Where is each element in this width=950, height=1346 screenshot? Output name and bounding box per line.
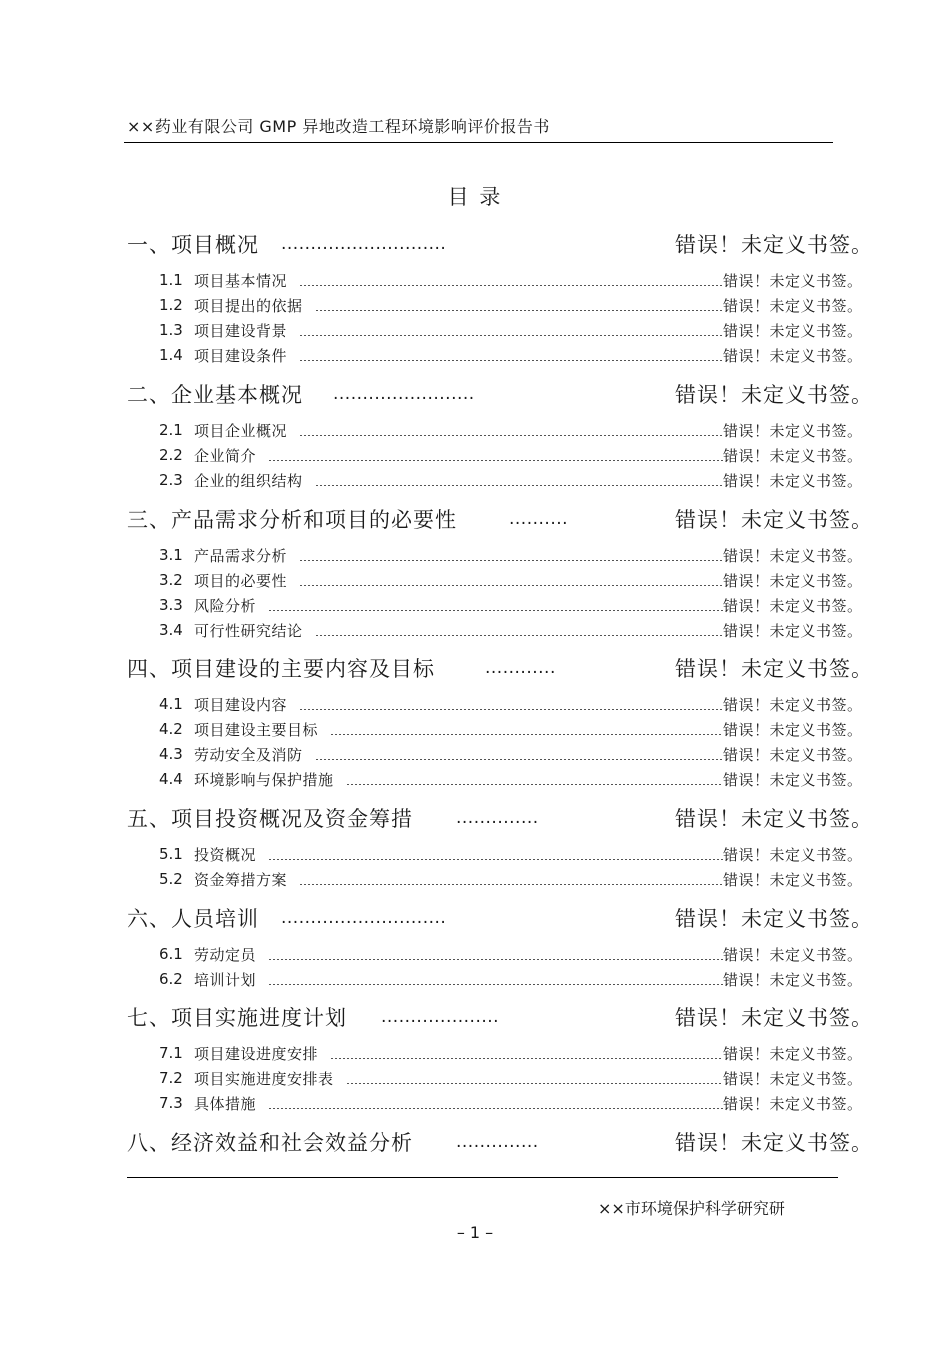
toc-page-reference: 错误！未定义书签。 xyxy=(723,621,863,640)
toc-section-entry[interactable] xyxy=(159,544,874,566)
footer-rule xyxy=(127,1177,838,1178)
toc-dot-leader xyxy=(268,984,723,985)
toc-chapter-label: 二、企业基本概况 xyxy=(127,383,303,407)
toc-section-number: 2.1 xyxy=(159,421,183,439)
toc-chapter-entry[interactable] xyxy=(127,229,873,259)
toc-section-label: 项目建设条件 xyxy=(194,346,288,365)
toc-section-label: 企业简介 xyxy=(194,446,257,465)
toc-section-entry[interactable] xyxy=(159,444,874,466)
toc-dot-leader xyxy=(330,1058,723,1059)
toc-page-reference: 错误！未定义书签。 xyxy=(723,720,863,739)
toc-page-reference: 错误！未定义书签。 xyxy=(675,1131,873,1155)
toc-dot-leader xyxy=(299,560,723,561)
toc-dot-leader xyxy=(268,1108,723,1109)
toc-page-reference: 错误！未定义书签。 xyxy=(723,296,863,315)
toc-title: 目 录 xyxy=(447,185,503,209)
toc-chapter-label: 一、项目概况 xyxy=(127,233,259,257)
toc-section-label: 项目实施进度安排表 xyxy=(194,1069,334,1088)
toc-chapter-label: 三、产品需求分析和项目的必要性 xyxy=(127,508,457,532)
toc-section-entry[interactable] xyxy=(159,1042,874,1064)
toc-page-reference: 错误！未定义书签。 xyxy=(723,870,863,889)
toc-dot-leader xyxy=(299,884,723,885)
toc-page-reference: 错误！未定义书签。 xyxy=(723,321,863,340)
toc-page-reference: 错误！未定义书签。 xyxy=(675,383,873,407)
toc-chapter-entry[interactable] xyxy=(127,653,873,683)
toc-dot-leader: .......... xyxy=(509,509,569,529)
toc-page-reference: 错误！未定义书签。 xyxy=(675,508,873,532)
toc-page-reference: 错误！未定义书签。 xyxy=(723,745,863,764)
toc-section-entry[interactable] xyxy=(159,843,874,865)
toc-section-entry[interactable] xyxy=(159,1067,874,1089)
toc-chapter-entry[interactable] xyxy=(127,504,873,534)
toc-section-number: 6.2 xyxy=(159,970,183,988)
toc-dot-leader: ........................ xyxy=(333,384,475,404)
toc-page-reference: 错误！未定义书签。 xyxy=(723,1094,863,1113)
toc-section-number: 3.4 xyxy=(159,621,183,639)
toc-section-label: 项目基本情况 xyxy=(194,271,288,290)
toc-page-reference: 错误！未定义书签。 xyxy=(723,571,863,590)
toc-dot-leader xyxy=(346,1083,723,1084)
footer-organization: ××市环境保护科学研究研 xyxy=(598,1199,785,1218)
toc-dot-leader xyxy=(268,859,723,860)
toc-section-label: 风险分析 xyxy=(194,596,257,615)
toc-page-reference: 错误！未定义书签。 xyxy=(723,446,863,465)
toc-dot-leader: .............. xyxy=(456,808,539,828)
toc-section-entry[interactable] xyxy=(159,319,874,341)
toc-section-entry[interactable] xyxy=(159,968,874,990)
toc-section-entry[interactable] xyxy=(159,768,874,790)
toc-page-reference: 错误！未定义书签。 xyxy=(723,970,863,989)
toc-section-entry[interactable] xyxy=(159,718,874,740)
toc-section-number: 7.1 xyxy=(159,1044,183,1062)
toc-section-number: 6.1 xyxy=(159,945,183,963)
toc-section-entry[interactable] xyxy=(159,419,874,441)
toc-page-reference: 错误！未定义书签。 xyxy=(723,845,863,864)
toc-section-number: 5.2 xyxy=(159,870,183,888)
toc-section-label: 项目建设进度安排 xyxy=(194,1044,319,1063)
toc-dot-leader xyxy=(315,485,723,486)
toc-section-entry[interactable] xyxy=(159,743,874,765)
toc-dot-leader: ............................ xyxy=(281,908,447,928)
toc-section-number: 4.1 xyxy=(159,695,183,713)
toc-dot-leader xyxy=(330,734,723,735)
toc-page-reference: 错误！未定义书签。 xyxy=(723,471,863,490)
toc-section-entry[interactable] xyxy=(159,594,874,616)
toc-section-number: 3.1 xyxy=(159,546,183,564)
toc-page-reference: 错误！未定义书签。 xyxy=(675,807,873,831)
toc-section-label: 培训计划 xyxy=(194,970,257,989)
toc-dot-leader xyxy=(268,610,723,611)
toc-section-label: 企业的组织结构 xyxy=(194,471,303,490)
toc-section-number: 4.4 xyxy=(159,770,183,788)
toc-chapter-entry[interactable] xyxy=(127,1127,873,1157)
toc-chapter-entry[interactable] xyxy=(127,903,873,933)
toc-chapter-label: 四、项目建设的主要内容及目标 xyxy=(127,657,435,681)
toc-section-entry[interactable] xyxy=(159,294,874,316)
toc-chapter-entry[interactable] xyxy=(127,803,873,833)
toc-section-number: 5.1 xyxy=(159,845,183,863)
toc-dot-leader xyxy=(315,310,723,311)
toc-dot-leader: .............. xyxy=(456,1132,539,1152)
toc-section-entry[interactable] xyxy=(159,693,874,715)
toc-section-number: 2.2 xyxy=(159,446,183,464)
toc-section-entry[interactable] xyxy=(159,1092,874,1114)
toc-chapter-label: 六、人员培训 xyxy=(127,907,259,931)
toc-section-entry[interactable] xyxy=(159,469,874,491)
toc-section-entry[interactable] xyxy=(159,868,874,890)
toc-chapter-entry[interactable] xyxy=(127,379,873,409)
toc-section-number: 4.2 xyxy=(159,720,183,738)
toc-section-number: 1.2 xyxy=(159,296,183,314)
toc-section-label: 项目的必要性 xyxy=(194,571,288,590)
toc-chapter-entry[interactable] xyxy=(127,1002,873,1032)
toc-section-number: 3.3 xyxy=(159,596,183,614)
toc-section-label: 劳动定员 xyxy=(194,945,257,964)
toc-section-entry[interactable] xyxy=(159,269,874,291)
toc-chapter-label: 七、项目实施进度计划 xyxy=(127,1006,347,1030)
toc-section-label: 项目提出的依据 xyxy=(194,296,303,315)
toc-dot-leader xyxy=(299,285,723,286)
toc-page-reference: 错误！未定义书签。 xyxy=(723,546,863,565)
toc-page-reference: 错误！未定义书签。 xyxy=(675,233,873,257)
toc-section-label: 投资概况 xyxy=(194,845,257,864)
toc-page-reference: 错误！未定义书签。 xyxy=(675,1006,873,1030)
header-rule xyxy=(124,142,833,143)
toc-dot-leader: ............................ xyxy=(281,234,447,254)
page-number: – 1 – xyxy=(456,1223,494,1242)
toc-page-reference: 错误！未定义书签。 xyxy=(723,271,863,290)
toc-section-entry[interactable] xyxy=(159,344,874,366)
toc-page-reference: 错误！未定义书签。 xyxy=(675,907,873,931)
toc-chapter-label: 八、经济效益和社会效益分析 xyxy=(127,1131,413,1155)
toc-dot-leader: ............ xyxy=(485,658,556,678)
toc-dot-leader xyxy=(299,709,723,710)
toc-section-number: 1.1 xyxy=(159,271,183,289)
toc-section-label: 项目建设主要目标 xyxy=(194,720,319,739)
toc-dot-leader xyxy=(315,759,723,760)
toc-dot-leader xyxy=(299,435,723,436)
toc-section-label: 项目建设内容 xyxy=(194,695,288,714)
toc-page-reference: 错误！未定义书签。 xyxy=(723,770,863,789)
document-header: ××药业有限公司 GMP 异地改造工程环境影响评价报告书 xyxy=(127,117,550,136)
toc-page-reference: 错误！未定义书签。 xyxy=(723,695,863,714)
toc-page-reference: 错误！未定义书签。 xyxy=(723,346,863,365)
toc-section-label: 可行性研究结论 xyxy=(194,621,303,640)
toc-section-number: 7.3 xyxy=(159,1094,183,1112)
toc-section-label: 产品需求分析 xyxy=(194,546,288,565)
toc-page-reference: 错误！未定义书签。 xyxy=(723,1069,863,1088)
toc-section-number: 1.4 xyxy=(159,346,183,364)
toc-dot-leader xyxy=(299,585,723,586)
toc-section-label: 劳动安全及消防 xyxy=(194,745,303,764)
toc-page-reference: 错误！未定义书签。 xyxy=(675,657,873,681)
toc-section-number: 1.3 xyxy=(159,321,183,339)
toc-page-reference: 错误！未定义书签。 xyxy=(723,596,863,615)
toc-section-entry[interactable] xyxy=(159,619,874,641)
toc-dot-leader xyxy=(268,959,723,960)
toc-dot-leader xyxy=(268,460,723,461)
toc-section-label: 项目建设背景 xyxy=(194,321,288,340)
toc-dot-leader xyxy=(299,360,723,361)
toc-section-number: 3.2 xyxy=(159,571,183,589)
toc-section-label: 项目企业概况 xyxy=(194,421,288,440)
toc-section-number: 4.3 xyxy=(159,745,183,763)
toc-dot-leader xyxy=(315,635,723,636)
toc-dot-leader xyxy=(299,335,723,336)
toc-section-entry[interactable] xyxy=(159,569,874,591)
toc-page-reference: 错误！未定义书签。 xyxy=(723,945,863,964)
toc-page-reference: 错误！未定义书签。 xyxy=(723,421,863,440)
toc-dot-leader: .................... xyxy=(381,1007,500,1027)
toc-section-entry[interactable] xyxy=(159,943,874,965)
toc-section-label: 资金筹措方案 xyxy=(194,870,288,889)
toc-section-label: 具体措施 xyxy=(194,1094,257,1113)
toc-chapter-label: 五、项目投资概况及资金筹措 xyxy=(127,807,413,831)
toc-section-label: 环境影响与保护措施 xyxy=(194,770,334,789)
toc-section-number: 2.3 xyxy=(159,471,183,489)
toc-section-number: 7.2 xyxy=(159,1069,183,1087)
toc-dot-leader xyxy=(346,784,723,785)
toc-page-reference: 错误！未定义书签。 xyxy=(723,1044,863,1063)
